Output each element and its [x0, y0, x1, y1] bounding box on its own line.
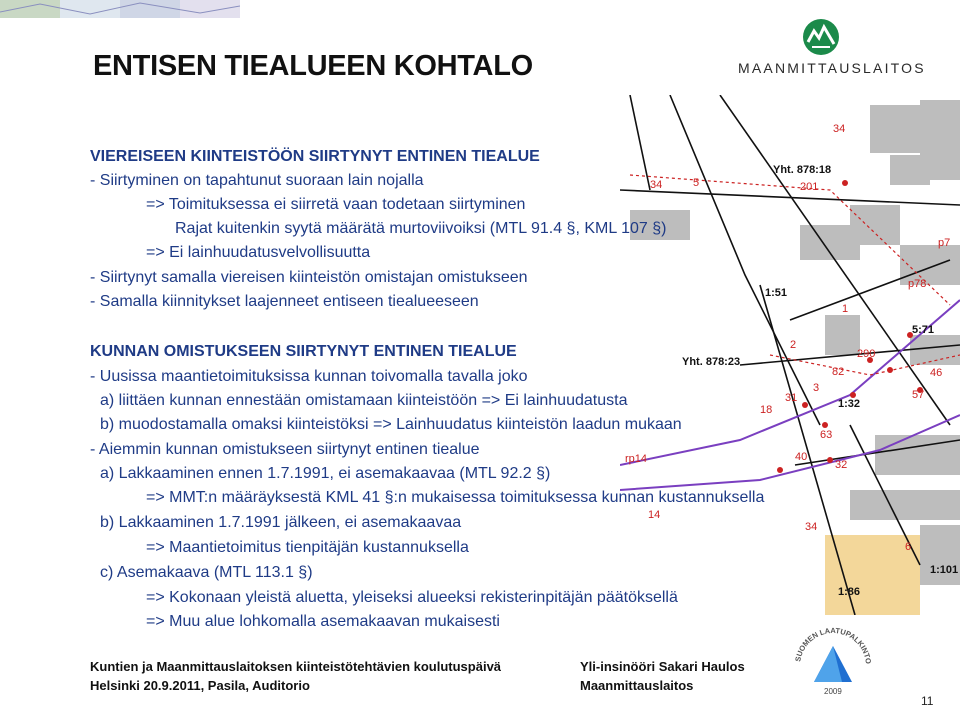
section1-line: - Siirtynyt samalla viereisen kiinteistön omistajan omistukseen: [90, 269, 528, 286]
map-label: rp14: [625, 453, 648, 465]
section2-line: => Kokonaan yleistä aluetta, yleiseksi alueeksi rekisterinpitäjän päätöksellä: [146, 589, 678, 606]
map-label: Yht. 878:18: [773, 164, 832, 176]
section2-line: => MMT:n määräyksestä KML 41 §:n mukaisessa toimituksessa kunnan kustannuksella: [146, 489, 765, 506]
map-label: 2: [790, 339, 797, 351]
section1-line: => Toimituksessa ei siirretä vaan todetaan siirtyminen: [146, 196, 526, 213]
section1-heading: VIEREISEEN KIINTEISTÖÖN SIIRTYNYT ENTINEN TIEALUE: [90, 148, 540, 165]
section1-line: Rajat kuitenkin syytä määrätä murtoviivoiksi (MTL 91.4 §, KML 107 §): [175, 220, 667, 237]
map-label: 57: [912, 389, 925, 401]
maanmittauslaitos-logo-icon: [802, 18, 840, 56]
svg-text:SUOMEN LAATUPALKINTO: SUOMEN LAATUPALKINTO: [793, 626, 874, 665]
map-label: 1:51: [765, 287, 788, 299]
section1-line: - Samalla kiinnitykset laajenneet entiseen tiealueeseen: [90, 293, 479, 310]
section2-line: c) Asemakaava (MTL 113.1 §): [100, 564, 313, 581]
footer-event: Kuntien ja Maanmittauslaitoksen kiinteistötehtävien koulutuspäivä: [90, 659, 502, 674]
map-label: 32: [835, 459, 848, 471]
map-label: 34: [650, 179, 663, 191]
map-label: 290: [857, 348, 876, 360]
svg-text:2009: 2009: [824, 687, 842, 696]
section1-line: => Ei lainhuudatusvelvollisuutta: [146, 244, 371, 261]
cadastral-map-image: [620, 95, 960, 615]
map-label: 46: [930, 367, 943, 379]
page-title: ENTISEN TIEALUEEN KOHTALO: [93, 50, 533, 82]
map-label: 5:71: [912, 324, 935, 336]
map-label: 31: [785, 392, 798, 404]
section2-line: b) Lakkaaminen 1.7.1991 jälkeen, ei asemakaavaa: [100, 514, 462, 531]
footer-date-location: Helsinki 20.9.2011, Pasila, Auditorio: [90, 678, 310, 693]
section1-line: - Siirtyminen on tapahtunut suoraan lain nojalla: [90, 172, 424, 189]
section2-line: => Maantietoimitus tienpitäjän kustannuksella: [146, 539, 469, 556]
header-thumbnail-strip: [0, 0, 240, 18]
map-label: Yht. 878:23: [682, 356, 741, 368]
map-label: 14: [648, 509, 661, 521]
footer-organization: Maanmittauslaitos: [580, 678, 694, 693]
map-label: 5: [693, 177, 700, 189]
section2-line: a) liittäen kunnan ennestään omistamaan kiinteistöön => Ei lainhuudatusta: [100, 392, 628, 409]
section2-line: => Muu alue lohkomalla asemakaavan mukaisesti: [146, 613, 500, 630]
section2-line: - Aiemmin kunnan omistukseen siirtynyt entinen tiealue: [90, 441, 480, 458]
map-label: 1:86: [838, 586, 861, 598]
map-label: 40: [795, 451, 808, 463]
map-label: 34: [805, 521, 818, 533]
footer-author: Yli-insinööri Sakari Haulos: [580, 659, 745, 674]
map-label: p7: [938, 237, 951, 249]
section2-heading: KUNNAN OMISTUKSEEN SIIRTYNYT ENTINEN TIEALUE: [90, 343, 517, 360]
section2-line: - Uusissa maantietoimituksissa kunnan toivomalla tavalla joko: [90, 368, 528, 385]
quality-award-seal-icon: [792, 626, 874, 698]
map-label: 201: [800, 181, 819, 193]
map-label: 82: [832, 366, 845, 378]
logo-wordmark: MAANMITTAUSLAITOS: [738, 60, 926, 76]
map-label: 18: [760, 404, 773, 416]
map-label: 6: [905, 541, 912, 553]
map-label: 3: [813, 382, 820, 394]
map-label: 34: [833, 123, 846, 135]
page-number: 11: [921, 694, 934, 708]
map-label: 1: [842, 303, 849, 315]
section2-line: b) muodostamalla omaksi kiinteistöksi => Lainhuudatus kiinteistön laadun mukaan: [100, 416, 682, 433]
map-label: p78: [908, 278, 927, 290]
section2-line: a) Lakkaaminen ennen 1.7.1991, ei asemakaavaa (MTL 92.2 §): [100, 465, 551, 482]
map-label: 1:32: [838, 398, 861, 410]
map-label: 1:101: [930, 564, 959, 576]
map-label: 63: [820, 429, 833, 441]
